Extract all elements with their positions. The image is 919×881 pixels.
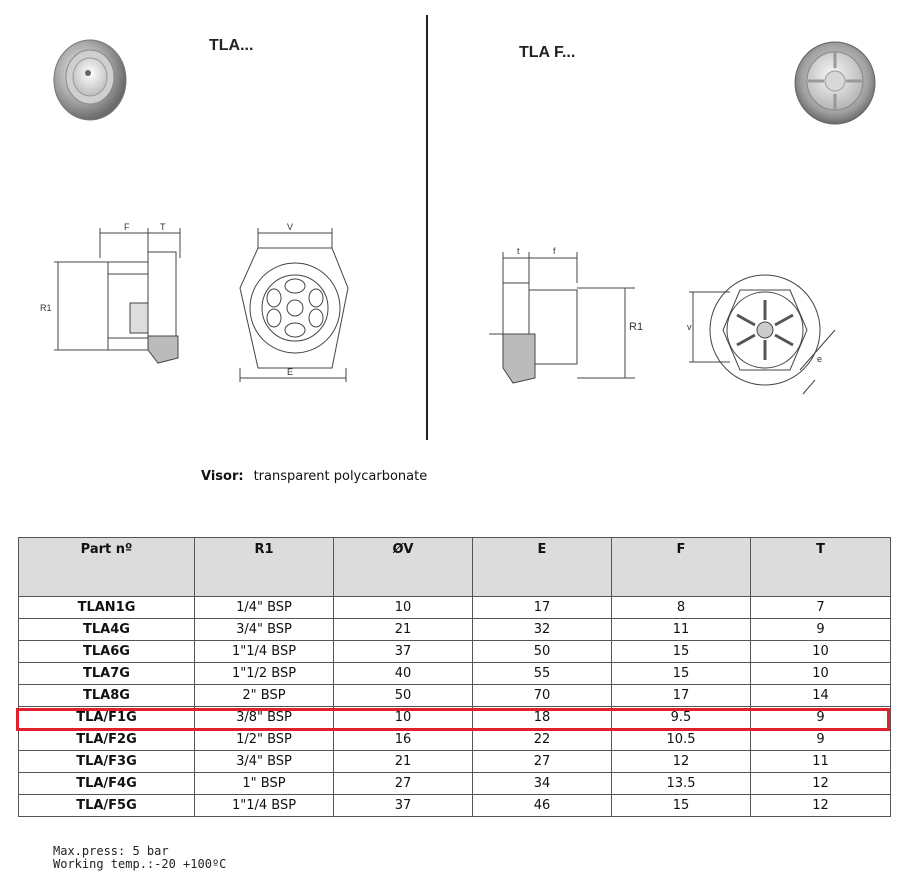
cell-ov: 37 <box>334 641 473 663</box>
title-tla-f: TLA F... <box>519 44 576 61</box>
cell-part-no: TLA/F5G <box>19 795 195 817</box>
cell-t: 9 <box>751 729 891 751</box>
cell-r1: 2" BSP <box>195 685 334 707</box>
cell-r1: 3/4" BSP <box>195 619 334 641</box>
cell-t: 9 <box>751 619 891 641</box>
cell-ov: 37 <box>334 795 473 817</box>
cell-t: 12 <box>751 773 891 795</box>
table-header-row <box>19 538 891 597</box>
tla-f-front-drawing <box>685 270 850 405</box>
cell-e: 34 <box>473 773 612 795</box>
cell-e: 17 <box>473 597 612 619</box>
cell-f: 13.5 <box>612 773 751 795</box>
cell-ov: 10 <box>334 597 473 619</box>
dim-label-R1-right: R1 <box>629 321 644 333</box>
cell-e: 46 <box>473 795 612 817</box>
cell-e: 50 <box>473 641 612 663</box>
cell-e: 18 <box>473 707 612 729</box>
table-row <box>19 641 891 663</box>
visor-label: Visor: <box>201 469 244 484</box>
cell-f: 12 <box>612 751 751 773</box>
cell-part-no: TLA/F3G <box>19 751 195 773</box>
cell-e: 27 <box>473 751 612 773</box>
visor-spec <box>201 469 427 484</box>
tla-front-drawing <box>236 218 351 383</box>
cell-r1: 1/4" BSP <box>195 597 334 619</box>
dim-label-E: E <box>287 367 294 377</box>
cell-f: 11 <box>612 619 751 641</box>
cell-part-no: TLA/F4G <box>19 773 195 795</box>
table-row <box>19 729 891 751</box>
header-r1: R1 <box>195 538 334 597</box>
cell-f: 17 <box>612 685 751 707</box>
cell-t: 7 <box>751 597 891 619</box>
cell-t: 14 <box>751 685 891 707</box>
cell-ov: 10 <box>334 707 473 729</box>
tla-f-side-drawing <box>485 238 650 388</box>
header-e: E <box>473 538 612 597</box>
cell-r1: 3/4" BSP <box>195 751 334 773</box>
dim-label-e: e <box>817 354 823 364</box>
cell-part-no: TLA7G <box>19 663 195 685</box>
table-row <box>19 619 891 641</box>
cell-f: 9.5 <box>612 707 751 729</box>
cell-part-no: TLA8G <box>19 685 195 707</box>
cell-e: 55 <box>473 663 612 685</box>
cell-r1: 3/8" BSP <box>195 707 334 729</box>
cell-f: 15 <box>612 663 751 685</box>
cell-r1: 1"1/4 BSP <box>195 795 334 817</box>
dim-label-T: T <box>160 222 166 232</box>
cell-ov: 50 <box>334 685 473 707</box>
table-row <box>19 795 891 817</box>
cell-r1: 1"1/2 BSP <box>195 663 334 685</box>
cell-part-no: TLA6G <box>19 641 195 663</box>
cell-r1: 1" BSP <box>195 773 334 795</box>
table-row <box>19 685 891 707</box>
cell-r1: 1"1/4 BSP <box>195 641 334 663</box>
section-divider <box>426 15 428 440</box>
cell-ov: 21 <box>334 751 473 773</box>
tla-f-product-photo <box>792 38 878 128</box>
cell-f: 15 <box>612 795 751 817</box>
cell-t: 9 <box>751 707 891 729</box>
cell-t: 12 <box>751 795 891 817</box>
table-row <box>19 597 891 619</box>
cell-f: 8 <box>612 597 751 619</box>
cell-ov: 21 <box>334 619 473 641</box>
notes <box>53 845 226 871</box>
cell-part-no: TLA/F1G <box>19 707 195 729</box>
cell-part-no: TLA4G <box>19 619 195 641</box>
cell-t: 10 <box>751 663 891 685</box>
dim-label-V: V <box>287 222 294 232</box>
cell-e: 70 <box>473 685 612 707</box>
cell-t: 10 <box>751 641 891 663</box>
cell-ov: 40 <box>334 663 473 685</box>
cell-f: 15 <box>612 641 751 663</box>
cell-part-no: TLA/F2G <box>19 729 195 751</box>
tla-side-drawing <box>38 218 213 368</box>
spec-table <box>18 537 891 817</box>
table-row-highlighted <box>19 707 891 729</box>
header-ov: ØV <box>334 538 473 597</box>
cell-ov: 16 <box>334 729 473 751</box>
cell-ov: 27 <box>334 773 473 795</box>
dim-label-R1-left: R1 <box>40 303 52 313</box>
cell-e: 22 <box>473 729 612 751</box>
visor-value: transparent polycarbonate <box>253 469 428 484</box>
cell-part-no: TLAN1G <box>19 597 195 619</box>
cell-f: 10.5 <box>612 729 751 751</box>
header-f: F <box>612 538 751 597</box>
header-t: T <box>751 538 891 597</box>
cell-t: 11 <box>751 751 891 773</box>
table-row <box>19 773 891 795</box>
dim-label-f: f <box>553 246 556 256</box>
header-part-no: Part nº <box>19 538 195 597</box>
dim-label-F: F <box>124 222 130 232</box>
dim-label-v: v <box>687 322 692 332</box>
cell-r1: 1/2" BSP <box>195 729 334 751</box>
dim-label-t: t <box>517 246 520 256</box>
note-max-press: Max.press: 5 bar <box>53 844 169 858</box>
tla-product-photo <box>50 35 130 125</box>
note-working-temp: Working temp.:-20 +100ºC <box>53 857 227 871</box>
cell-e: 32 <box>473 619 612 641</box>
table-row <box>19 751 891 773</box>
table-row <box>19 663 891 685</box>
title-tla: TLA... <box>209 37 254 54</box>
